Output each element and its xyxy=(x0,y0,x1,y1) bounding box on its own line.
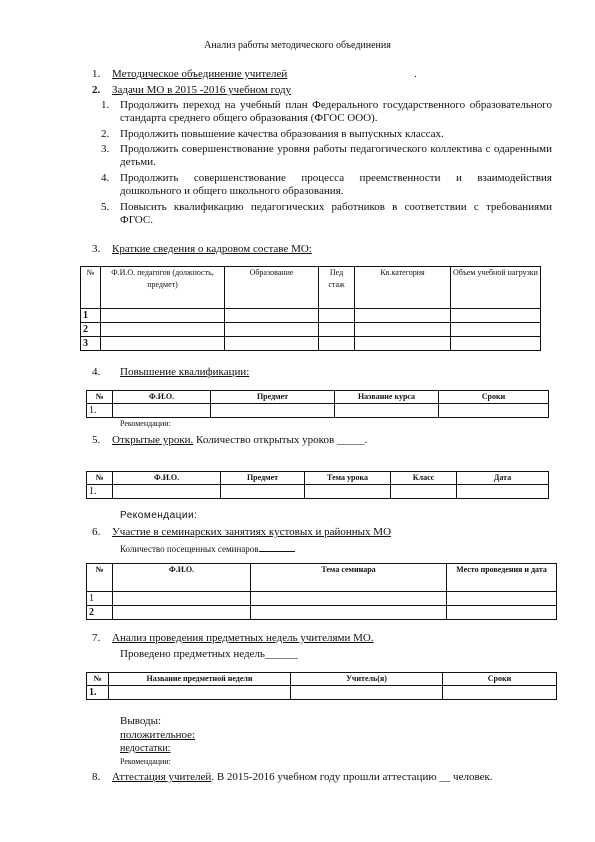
col-header: Предмет xyxy=(221,472,305,485)
task-number: 4. xyxy=(101,172,110,184)
recommendations-label: Рекомендации: xyxy=(120,419,171,428)
subject-weeks-table xyxy=(86,672,557,700)
seminars-count: Количество посещенных семинаров xyxy=(120,542,295,554)
col-header: Объем учебной нагрузки xyxy=(451,267,541,309)
col-header: Ф.И.О. xyxy=(113,564,251,592)
task-item: Продолжить повышение качества образования в выпускных классах. xyxy=(120,128,444,140)
col-header: Ф.И.О. xyxy=(113,472,221,485)
open-lessons-table xyxy=(86,471,549,499)
conclusions-positive: положительное: xyxy=(120,729,196,741)
col-header: № xyxy=(87,673,109,686)
task-number: 5. xyxy=(101,201,110,213)
section-5-number: 5. xyxy=(92,434,101,446)
recommendations-label: Рекомендации: xyxy=(120,510,198,521)
task-number: 2. xyxy=(101,128,110,140)
col-header: Место проведения и дата xyxy=(447,564,557,592)
table-row: 1. xyxy=(87,485,549,499)
col-header: Образование xyxy=(225,267,319,309)
col-header: Сроки xyxy=(439,391,549,404)
conclusions-title: Выводы: xyxy=(120,715,162,727)
col-header: Название предметной недели xyxy=(109,673,291,686)
staff-table xyxy=(80,266,541,351)
section-1-number: 1. xyxy=(92,68,101,80)
section-7-heading: Анализ проведения предметных недель учителями МО. xyxy=(112,632,374,644)
col-header: Предмет xyxy=(211,391,335,404)
section-8-number: 8. xyxy=(92,771,101,783)
col-header: № xyxy=(87,564,113,592)
col-header: Пед стаж xyxy=(319,267,355,309)
section-8-heading: Аттестация учителей. В 2015-2016 учебном году прошли аттестацию __ человек. xyxy=(112,771,493,783)
task-number: 3. xyxy=(101,143,110,155)
section-5-heading: Открытые уроки. Количество открытых уроков _____. xyxy=(112,434,368,446)
seminars-table xyxy=(86,563,557,620)
col-header: № xyxy=(87,391,113,404)
col-header: Дата xyxy=(457,472,549,485)
qualification-table xyxy=(86,390,549,418)
col-header: Тема семинара xyxy=(251,564,447,592)
col-header: Ф.И.О. педагогов (должность, предмет) xyxy=(101,267,225,309)
section-1-heading: Методическое объединение учителей xyxy=(112,68,288,80)
table-row: 3 xyxy=(81,337,541,351)
section-3-heading: Краткие сведения о кадровом составе МО: xyxy=(112,243,312,255)
task-item: Повысить квалификацию педагогических работников в соответствии с требованиями ФГОС. xyxy=(120,201,552,226)
col-header: Ф.И.О. xyxy=(113,391,211,404)
document-title: Анализ работы методического объединения xyxy=(204,40,391,51)
section-6-heading: Участие в семинарских занятиях кустовых и районных МО xyxy=(112,526,392,538)
table-row: 2 xyxy=(87,606,557,620)
table-row: 1 xyxy=(87,592,557,606)
section-1-end: . xyxy=(414,68,417,80)
section-6-number: 6. xyxy=(92,526,101,538)
table-row: 1 xyxy=(81,309,541,323)
col-header: № xyxy=(81,267,101,309)
table-row: 1. xyxy=(87,404,549,418)
section-2-number: 2. xyxy=(92,84,101,96)
task-item: Продолжить совершенствование процесса преемственности и взаимодействия дошкольного и общего школьного образования. xyxy=(120,172,552,197)
subject-weeks-count: Проведено предметных недель______ xyxy=(120,648,298,660)
table-row: 1. xyxy=(87,686,557,700)
task-item: Продолжить совершенствование уровня работы педагогического коллектива с одаренными детьми. xyxy=(120,143,552,168)
section-2-heading: Задачи МО в 2015 -2016 учебном году xyxy=(112,84,292,96)
col-header: № xyxy=(87,472,113,485)
open-lessons-title: Открытые уроки. xyxy=(112,434,194,446)
col-header: Название курса xyxy=(335,391,439,404)
col-header: Сроки xyxy=(443,673,557,686)
conclusions-negative: недостатки: xyxy=(120,743,171,754)
section-4-number: 4. xyxy=(92,366,101,378)
col-header: Учитель(я) xyxy=(291,673,443,686)
attestation-title: Аттестация учителей xyxy=(112,771,212,783)
col-header: Тема урока xyxy=(305,472,391,485)
section-3-number: 3. xyxy=(92,243,101,255)
table-row: 2 xyxy=(81,323,541,337)
task-number: 1. xyxy=(101,99,110,111)
section-4-heading: Повышение квалификации: xyxy=(120,366,250,378)
section-7-number: 7. xyxy=(92,632,101,644)
col-header: Кв.категория xyxy=(355,267,451,309)
col-header: Класс xyxy=(391,472,457,485)
recommendations-label: Рекомендации: xyxy=(120,757,171,766)
task-item: Продолжить переход на учебный план Федерального государственного образовательного стандарта среднего общего образования (ФГОС ООО). xyxy=(120,99,552,124)
